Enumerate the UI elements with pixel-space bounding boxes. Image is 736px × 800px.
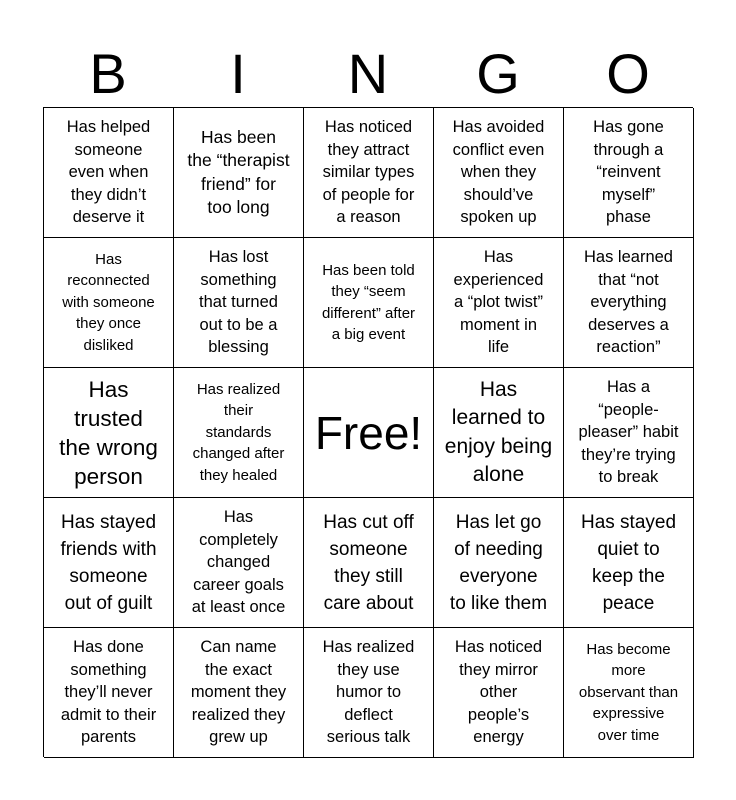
- bingo-cell[interactable]: [434, 108, 564, 238]
- cell-text: Has stayed friends with someone out of guilt: [60, 511, 157, 614]
- bingo-cell[interactable]: [564, 108, 694, 238]
- bingo-cell[interactable]: [564, 498, 694, 628]
- bingo-cell[interactable]: [304, 628, 434, 758]
- cell-text: Has gone through a “reinvent myself” phase: [593, 118, 664, 227]
- cell-text: Has trusted the wrong person: [59, 376, 158, 489]
- bingo-cell[interactable]: [304, 498, 434, 628]
- cell-text: Has been the “therapist friend” for too long: [187, 126, 290, 217]
- cell-text: Has a “people- pleaser” habit they’re trying to break: [578, 378, 679, 487]
- bingo-grid: [43, 107, 693, 757]
- bingo-cell[interactable]: [44, 628, 174, 758]
- bingo-cell[interactable]: [434, 368, 564, 498]
- cell-text: Has become more observant than expressive over time: [578, 640, 679, 744]
- cell-text: Can name the exact moment they realized they grew up: [190, 638, 287, 747]
- bingo-cell[interactable]: [174, 238, 304, 368]
- free-space-label: Free!: [314, 406, 423, 459]
- bingo-cell[interactable]: [44, 238, 174, 368]
- cell-text: Has let go of needing everyone to like them: [449, 511, 548, 614]
- header-letter-o: O: [606, 42, 650, 105]
- free-space-cell[interactable]: [304, 368, 434, 498]
- header-letter-n: N: [347, 42, 389, 105]
- cell-text: Has noticed they attract similar types of people for a reason: [322, 118, 415, 227]
- cell-text: Has avoided conflict even when they should’ve spoken up: [452, 118, 545, 227]
- cell-text: Has done something they’ll never admit to their parents: [60, 638, 157, 747]
- bingo-cell[interactable]: [434, 238, 564, 368]
- bingo-cell[interactable]: [304, 108, 434, 238]
- cell-text: Has helped someone even when they didn’t deserve it: [66, 118, 151, 227]
- cell-text: Has learned that “not everything deserves a reaction”: [584, 248, 673, 357]
- header-letter-b: B: [89, 42, 127, 105]
- bingo-cell[interactable]: [174, 498, 304, 628]
- bingo-cell[interactable]: [174, 628, 304, 758]
- cell-text: Has experienced a “plot twist” moment in life: [453, 248, 544, 357]
- bingo-cell[interactable]: [434, 498, 564, 628]
- cell-text: Has cut off someone they still care about: [323, 511, 414, 614]
- cell-text: Has lost something that turned out to be a blessing: [199, 248, 278, 357]
- bingo-cell[interactable]: [44, 368, 174, 498]
- header-letter-i: I: [230, 42, 246, 105]
- cell-text: Has been told they “seem different” after a big event: [321, 261, 416, 343]
- cell-text: Has completely changed career goals at least once: [191, 508, 286, 617]
- bingo-cell[interactable]: [564, 368, 694, 498]
- cell-text: Has noticed they mirror other people’s energy: [454, 638, 543, 747]
- bingo-cell[interactable]: [304, 238, 434, 368]
- bingo-cell[interactable]: [174, 368, 304, 498]
- bingo-cell[interactable]: [434, 628, 564, 758]
- bingo-header: [43, 40, 693, 108]
- cell-text: Has stayed quiet to keep the peace: [580, 511, 677, 614]
- bingo-cell[interactable]: [44, 108, 174, 238]
- cell-text: Has realized they use humor to deflect serious talk: [322, 638, 415, 747]
- header-letter-g: G: [476, 42, 520, 105]
- bingo-cell[interactable]: [564, 628, 694, 758]
- cell-text: Has reconnected with someone they once disliked: [62, 250, 155, 354]
- bingo-cell[interactable]: [564, 238, 694, 368]
- cell-text: Has realized their standards changed after they healed: [192, 380, 285, 484]
- cell-text: Has learned to enjoy being alone: [444, 377, 553, 486]
- bingo-cell[interactable]: [174, 108, 304, 238]
- bingo-cell[interactable]: [44, 498, 174, 628]
